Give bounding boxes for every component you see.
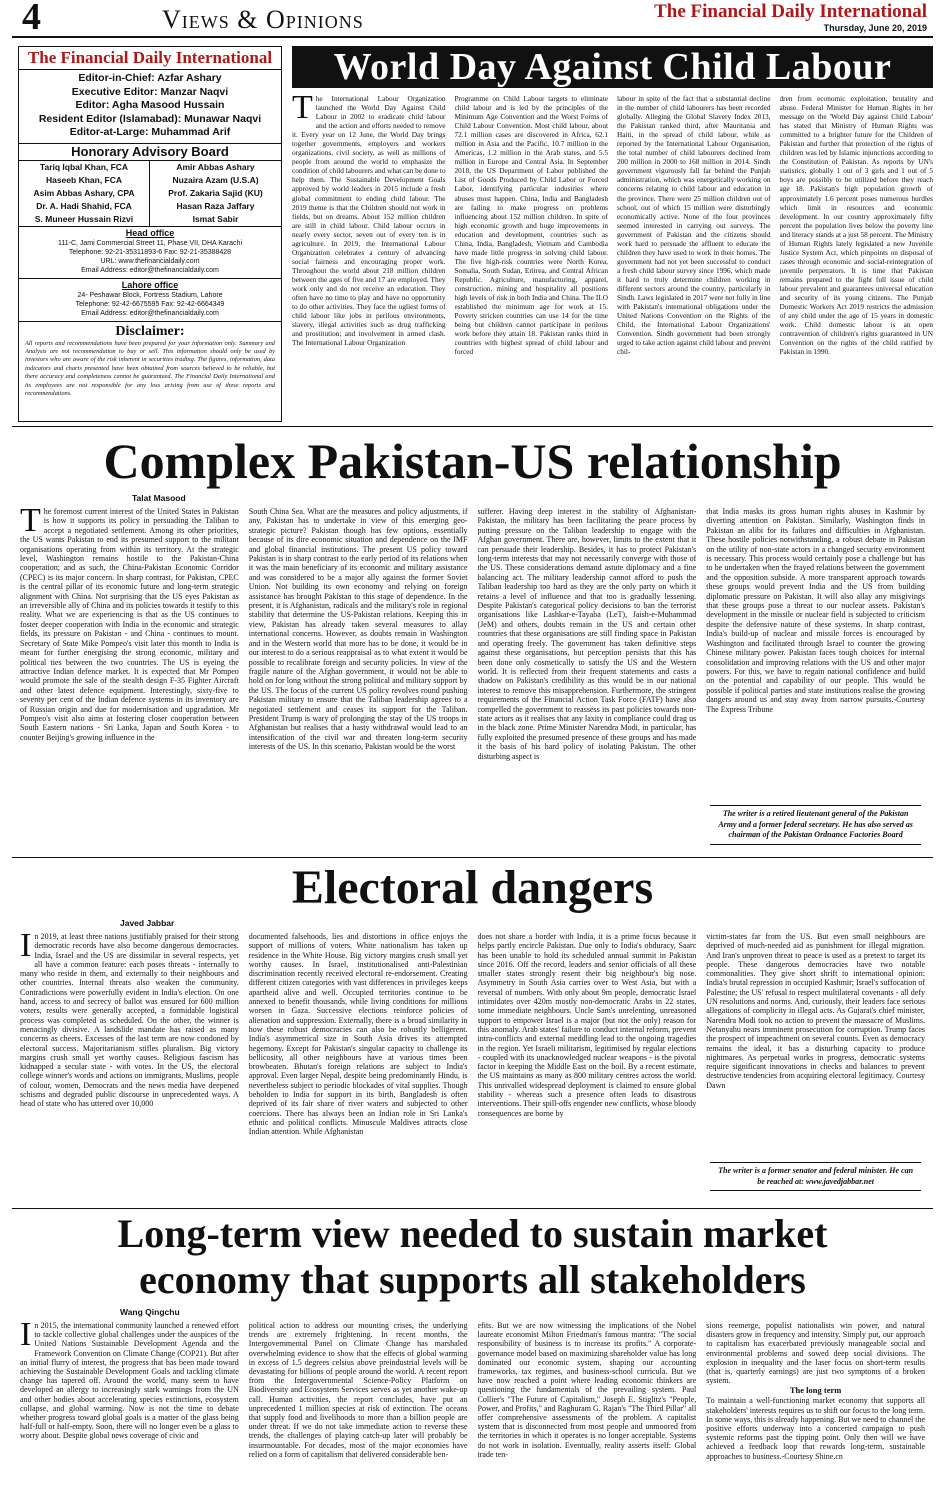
head-office-url: URL: www.thefinancialdaily.com [100, 257, 200, 265]
author-note: The writer is a former senator and federal minister. He can be reached at: www.javedjabbar.net [710, 1162, 921, 1191]
article-columns [20, 1321, 925, 1503]
board-member: Dr. A. Hadi Shahid, FCA [19, 200, 150, 213]
article-headline-line-2: economy that supports all stakeholders [139, 1257, 806, 1302]
lead-column-text: he International Labour Organization launched the World Day Against Child Labour in 2002 to eradicate child labour and the action and efforts needed to remove it. Every year on 12 June, the World Day brings together governments, employers and workers organizations, civil society, as well as millions of people from around the world to emphasize the condition of child labourers and what can be done to help them. The Sustainable Development Goals approved by world leaders in 2015 include a fresh global commitment to ending child labour. The 2019 theme is that the Children should not work in fields, but on dreams. About 152 million children are still in child labour. Child labour occurs in nearly every sector, seven out of every ten is in agriculture. In 2019, the International Labour Organization celebrates a century of advancing social fairness and encouraging proper work. Throughout the world about 218 million children between the ages of five and 17 are employed. They work only and do not receive an education. They often have no time to play and have no opportunity to do other activities. They face the ugliest forms of child labour like jobs in perilous environments, slavery, illegal activities such as drug trafficking and prostitution; and involvement in armed clash. The International Labour Organization [292, 94, 446, 348]
article-column [706, 932, 925, 1204]
article-column: sufferer. Having deep interest in the stability of Afghanistan-Pakistan, the military has been facilitating the peace process by putting pressure on the Taliban leadership to engage with the Afghan government. There are, however, limits to the extent that it can persuade their leadership. Besides, it has to protect Pakistan's long-term interests that may not necessarily converge with those of the US. These considerations demand astute diplomacy and a fine balancing act. The military leadership cannot afford to push the Taliban leadership too hard as they are the only party on which it retains a level of influence and that too is gradually lessening. Despite Pakistan's categorical policy decisions to ban the terrorist organisations like Lashkar-e-Tayaba (LeT), Jaish-e-Muhammad (JeM) and others, doubts remain in the US and certain other countries that these organisations are still finding space in Pakistan and operating freely. The government has taken definitive steps against these organisations, but perception persists that this has been done only cosmetically to satisfy the US and the Western world. It is reflected from their frequent statements and casts a shadow on Pakistan's credibility as this would be in our national interest to remove this misapprehension. Furthermore, the stringent requirements of the Financial Action Task Force (FATF) have also compelled the government to reassess its past policies towards non-state actors as it realises that any laxity in compliance could drag us in the black zone. Prime Minister Narendra Modi, in particular, has fully exploited the presumed presence of these groups and has made it the basis of his hard policy of isolating Pakistan. The other disturbing aspect is [477, 507, 697, 761]
article-column-text: sions reemerge, populist nationalists win power, and natural disasters grow in frequency and intensity. Simply put, our approach to capitalism has exacerbated previously manageable social and environmental problems and sowed deep social divisions. The explosion in inequality and the laser focus on short-term results (that is, quarterly earnings) are just two symptoms of a broken system. The long term To maintain a well-functioning market economy that supports all stakeholders' interests requires us to shift our focus to the long term. In some ways, this is already happening. But we need to channel the positive efforts underway into a concerted campaign to push systemic reforms past the tipping point. Only then will we have achieved a feedback loop that rewards long-term, sustainable approaches to business.-Courtesy Shine.cn [706, 1321, 925, 1461]
article-column [20, 507, 239, 853]
lahore-office-address: 24- Peshawar Block, Fortress Stadium, Lahore [77, 291, 223, 299]
issue-date: Thursday, June 20, 2019 [823, 23, 927, 33]
editor-in-chief: Editor-in-Chief: Azfar Ashary [78, 72, 222, 84]
lead-column: Programme on Child Labour targets to eliminate child labour and is led by the principles of the Minimum Age Convention and the Worst Forms of Child Labour Convention. Most child labour, about 72.1 million cases are discovered in Africa, 62.1 million in Asia and the Pacific, 10.7 million in the Americas, 1.2 million in the Arab states, and 5.5 million in Europe and Central Asia. In September 2018, the US Department of Labor published the List of Goods Produced by Child Labor or Forced Labor, identifying particular industries where abuses most happen. China, India and Bangladesh are failing to make progress on problems influencing about 152 million children. In spite of high economic growth and huge improvements in education and development, countries such as China, India, Bangladesh, Vietnam and Cambodia have made little progress in solving child labour. The five high-risk countries were North Korea, Somalia, South Sudan, Eritrea, and Central African Republic. Agriculture, manufacturing, apparel, construction, mining and hospitality all positions high levels of risk in both India and China. The ILO established the minimum age for work at 15. Poverty stricken countries can use 14 for the time being but children cannot participate in perilous work before they attain 18. Pakistan ranks third in countries with highest spread of child labour and forced [454, 94, 608, 357]
board-member: Hasan Raza Jaffary [176, 200, 255, 211]
article-column: documented falsehoods, lies and distortions in office enjoys the support of millions of voters. White nationalism has taken up residence in the White House. Big victory margins crush small yet worthy causes. In Israel, institutionalised anti-Palestinian discrimination recently received electoral re-endorsement. Creating different citizen categories with vast differences in privileges keeps apartheid alive and well. Occupied territories continue to be annexed to benefit thousands, while living conditions for millions worsen in Gaza. Successive elections reinforce policies of alienation and suppression. Externally, there is a broad similarity in how these robust democracies can also be robustly belligerent. India's asymmetrical size in South Asia drives its attempted hegemony. Except for Pakistan's singular capacity to challenge its bellicosity, all other neighbours have at various times been browbeaten. Bhutan's foreign relations are subject to India's approval. Even larger Nepal, despite being predominantly Hindu, is nevertheless subject to periodic blockades of vital supplies. Though beholden to India for support in its birth, Bangladesh is often deprived of its fair share of river waters and subjected to other coercions. There has always been an Indian role in Sri Lanka's ethnic and political conflicts. Minuscule Maldives attracts close Indian attention. While Afghanistan [248, 932, 468, 1137]
article-column: political action to address our mounting crises, the underlying trends are extremely frightening. In recent months, the Intergovernmental Panel on Climate Change has marshaled overwhelming evidence to show that the effects of global warming in excess of 1.5 degrees celsius above preindustrial levels will be devastating for billions of people around the world. A recent report from the Intergovernmental Science-Policy Platform on Biodiversity and Ecosystem Services serves as yet another wake-up call. Human activities, the report concludes, have put an unprecedented 1 million species at risk of extinction. The oceans that supply food and livelihoods to more than a billion people are under threat. If we do not take immediate action to reverse these trends, the challenges of playing catch-up later will probably be insurmountable. For decades, most of the major economies have relied on a form of capitalism that delivered considerable ben- [248, 1321, 468, 1459]
article-column: South China Sea. What are the measures and policy adjustments, if any, Pakistan has to undertake in view of this emerging geo-strategic picture? Pakistan though has few options, essentially because of its dire economic situation and dependence on the IMF and global financial institutions. The present US policy toward Pakistan is in sharp contrast to the early period of its relations when it was the main beneficiary of its economic and military assistance and was considered to be a major ally against the former Soviet Union. Not building its own economy and relying on foreign assistance has brought Pakistan to this stage of dependence. In the present, it is Afghanistan, radicals and the military's role in regional stability that determine the US-Pakistan relations. Keeping this in view, Pakistan has already taken several measures to allay international concerns. However, as doubts remain in Washington and in the Western world that more has to be done, it would be in our interest to do a serious reappraisal as to what extent it would be possible to recalibrate foreign and security policies. In view of the fragile nature of the Afghan government, it would not be able to hold on for long without the strong political and military support by the US. The focus of the current US policy revolves round pushing Pakistan military to ensure that the Taliban leadership agrees to a negotiated settlement and ceases its support for the Taliban. President Trump is wary of prolonging the stay of the US troops in Afghanistan but realises that a hasty withdrawal would lead to an intensification of the civil war and threaten long-term security interests of the US. In this scenario, Pakistan would be the worst [248, 507, 468, 752]
article-columns [20, 507, 925, 853]
resident-editor: Resident Editor (Islamabad): Munawar Naqvi [38, 112, 262, 125]
article-column: efits. But we are now witnessing the implications of the Nobel laureate economist Milton Friedman's famous mantra: "The social responsibility of business is to increase its profits." A corporate-governance model based on maximizing shareholder value has long dominated our economic system, shaping our accounting frameworks, tax regimes, and business-school curricula. But we have now reached a point where leading economic thinkers are questioning the fundamentals of the prevailing system. Paul Collier's "The Future of Capitalism," Joseph E. Stiglitz's "People, Power, and Profits," and Raghuram G. Rajan's "The Third Pillar" all offer comprehensive assessments of the problem. A capitalist system that is disconnected from most people and unmoored from the territories in which it operates is no longer acceptable. Systems do not work in isolation. Eventually, reality asserts itself: Global trade ten- [477, 1321, 697, 1459]
board-member: Tariq Iqbal Khan, FCA [19, 161, 150, 174]
editorial-paper-name: The Financial Daily International [19, 47, 281, 70]
article-column-text: that India masks its gross human rights abuses in Kashmir by diverting attention on Pakistan. Similarly, Washington finds in Pakistan an alibi for its failures and difficulties in Afghanistan. These hostile policies notwithstanding, a robust debate in Pakistan on the utility of non-state actors in a changed security environment is necessary. This process would certainly pose a challenge but has to be undertaken when the frayed relations between the government and the opposition subside. A more transparent approach towards these groups would prevent India and the US from building diplomatic pressure on Pakistan. It will also allay any misgivings that these groups pose a threat to our nuclear assets. Pakistan's development in the missile or nuclear field is subjected to criticism despite the defensive nature of these systems. In sharp contrast, India's build-up of nuclear and missile forces is encouraged by Washington and facilitated through Israel to counter the growing Chinese military power. Pakistan faces tough choices for internal consolidation and improving relations with the US and other major powers. For this, we have to regain national confidence and build on the potential and capability of our people. This would be possible if political parties and state institutions realise the growing dangers around us and stay away from narrow pursuits.-Courtesy The Express Tribune [706, 507, 925, 714]
lahore-office-email: Email Address: editor@thefinancialdaily.com [81, 309, 219, 317]
board-member: Amir Abbas Ashary [176, 161, 255, 172]
board-member: Haseeb Khan, FCA [19, 174, 150, 187]
executive-editor: Executive Editor: Manzar Naqvi [71, 85, 229, 98]
masthead [12, 0, 933, 38]
article-column-text: n 2019, at least three nations justifiably praised for their strong democratic records have also become dangerous democracies. India, Israel and the US are dissimilar in several respects, yet all have a common feature: each poses threats - internally to many who reside in them, and externally to their neighbours and other countries. Internal threats also weaken the community. Contradictions were powerfully evident in India's election. On one hand, access to and secrecy of ballot was ensured for 600 million voters, results were generally accepted, a formidable logistical process was completed as scheduled. On the other, the winner is menacingly divisive. A landslide mandate has raised as many concerns as cheers. Excesses of the last term are now condoned by electoral success. Majoritarianism stifles pluralism. Big victory margins crush small yet worthy causes. Religious fascism has kidnapped a secular state - with votes. In the US, the electoral college winner's words and actions on immigrants, Muslims, people of colour, women, Democrats and the news media have deepened schisms and degraded public discourse in unprecedented ways. A head of state who has uttered over 10,000 [20, 932, 239, 1109]
drop-cap: I [20, 932, 32, 964]
top-row [12, 38, 933, 427]
article-column [20, 932, 239, 1204]
article-byline: Talat Masood [132, 493, 186, 503]
page-number: 4 [22, 0, 41, 38]
head-office-email: Email Address: editor@thefinancialdaily.com [81, 266, 219, 274]
head-office-title: Head office [125, 227, 175, 238]
editor-at-large: Editor-at-Large: Muhammad Arif [69, 126, 231, 138]
article-column-text: victim-states far from the US. But even small neighbours are deprived of much-needed aid as punishment for illegal migration. And Iran's unproven threat to peace is used as a pretext to target its people. These dangerous democracies have two notable commonalities. They give short shrift to international opinion: India's brutal repression in occupied Kashmir; Israel's suffocation of Palestine; the US' refusal to respect multilateral covenants - all defy UN resolutions and norms. And, curiously, their leaders face serious allegations of complicity in illegal acts. As Gujarat's chief minister, Narendra Modi took no action to prevent the massacre of Muslims. Netanyahu nears imminent prosecution for corruption. Trump faces the prospect of impeachment on several counts. Even as democracy remains the ideal, it has a disturbing capacity to produce nightmares. As perpetual works in progress, democratic systems require significant innovations in checks and balances to prevent destructive tendencies from acquiring electoral legitimacy. Courtesy Dawn [706, 932, 925, 1090]
lead-column: labour in spite of the fact that a substantial decline in the number of child labourers has been recorded globally. Alleging the Global Slavery Index 2013, the Pakistan ranked third, after Mauritania and Haiti, in the spread of child labour, while as reported by the International Labour Organisation, the total number of child labourers declined from 200 million in 2000 to 168 million in 2014. Sindh government vigorously fall far behind the Punjab administration, which was energetically working on concerns relating to child labour and education in the province. There were 25 million children out of school, out of which 15 million were disturbingly economically active. None of the four provinces seemed interested in carrying out surveys. The government of Pakistan and the citizens should work hard to persuade the affluent to educate the children they have used to work in their homes. The government had not yet been successful to conduct a fresh child labour survey since 1996, which made it hard to truly determine children working in different sectors around the country, particularly in Sindh. Laws legislated in 2017 were not fully in line with Pakistan's international obligations under the United Nations Convention on the Rights of the Child, the International Labour Organizations' Convention. Sindh government had been strongly urged to take action against child labour and prevent chil- [617, 94, 771, 357]
editorial-box [18, 46, 282, 422]
editor: Editor: Agha Masood Hussain [75, 99, 225, 111]
article-electoral-dangers [12, 858, 933, 1209]
editor-list [19, 70, 281, 144]
article-headline: Electoral dangers [291, 861, 654, 914]
lead-columns [292, 94, 933, 420]
article-byline: Wang Qingchu [120, 1307, 180, 1317]
article-column-text: he foremost current interest of the United States in Pakistan is how it supports its policy in persuading the Taliban to accept a negotiated settlement. Among its other priorities, the US wants Pakistan to end its presumed support to the militant organisations operating from within its territory. At the strategic level, Washington remains hostile to the Pakistan-China cooperation; and as such, the China-Pakistan Economic Corridor (CPEC) is its major concern. In sharp contrast, for Pakistan, CPEC is the central pillar of its economic future and long-term strategic alignment with China. Not surprising that the US eyes Pakistan as an irreversible ally of China and its policies towards it testify to this reality. What we are experiencing is that as the US continues to foster deeper cooperation with India in the economic and strategic fields, its pressure on Pakistan - and China - continues to mount. Secretary of State Mike Pompeo's visit later this month to India is meant for further energising the strong economic, military and political ties between the two countries. The US is eyeing the attractive Indian defence market. It is expected that Mr Pompeo would promote the sale of the stealth design F-35 Fighter Aircraft and other latest defence equipment. Interestingly, sixty-five to seventy per cent of the Indian defence systems in its inventory are of Russian origin and due for modernisation and upgradation. Mr Pompeo's visit also aims at fostering closer cooperation between South Eastern nations - Sri Lanka, Japan and South Korea - to counter Beijing's growing influence in the [20, 507, 239, 742]
article-column [706, 507, 925, 853]
board-member: S. Muneer Hussain Rizvi [19, 213, 150, 226]
drop-cap: T [292, 94, 313, 126]
article-headline: Complex Pakistan-US relationship [103, 433, 842, 489]
article-columns [20, 932, 925, 1204]
lahore-office-phone: Telephone: 92-42-6675595 Fax: 92-42-6664349 [75, 300, 225, 308]
board-member: Nuzaira Azam (U.S.A) [172, 174, 259, 185]
subhead: The long term [789, 1385, 842, 1396]
section-title: Views & Opinions [162, 5, 364, 34]
head-office-address: 111-C, Jami Commercial Street 11, Phase VII, DHA Karachi [57, 239, 242, 247]
drop-cap: T [20, 507, 41, 539]
author-note: The writer is a retired lieutenant general of the Pakistan Army and a former federal secretary. He has also served as chairman of the Pakistan Ordnance Factories Board [710, 805, 921, 845]
disclaimer-title: Disclaimer: [115, 323, 185, 339]
article-pakistan-us [12, 427, 933, 858]
lead-article [292, 46, 933, 422]
article-column [20, 1321, 239, 1503]
advisory-board-title: Honorary Advisory Board [19, 144, 281, 161]
head-office [19, 227, 281, 279]
board-member: Ismat Sabir [192, 213, 239, 224]
article-byline: Javed Jabbar [120, 918, 175, 928]
lead-headline: World Day Against Child Labour [292, 46, 933, 88]
lahore-office-title: Lahore office [121, 279, 179, 290]
advisory-board [19, 161, 281, 227]
board-member: Asim Abbas Ashary, CPA [19, 187, 150, 200]
drop-cap: I [20, 1321, 32, 1353]
article-market-economy [12, 1209, 933, 1509]
lead-column: dren from economic exploitation, brutality and abuse. Federal Minister for Human Rights in her message on the 'World Day against Child Labour' has stated that Ministry of Human Rights was committed to a brighter future for the Children of Pakistan and further that protection of the rights of children was led by Islamic injunctions according to the Constitution of Pakistan. As reports by UN's statistics, globally 1 out of 3 girls and 1 out of 5 boys are possibly to be utilized before they reach age 18. Pakistan's high population growth of approximately 1.6 percent poses numerous hurdles which limit in resources and economic development. In our country approximately fifty percent the population lives below the poverty line and literacy stands at a just 58 percent. The Ministry of Human Rights lately legislated a new Juvenile Justice System Act, which pinpoints on disposal of cases through economic and social-reintegration of juvenile perpetrators. It is time that Pakistan remains prepared to the fight full issue of child labour prevalent and guarantees universal education and security of its young citizens. The Punjab Domestic Workers Act 2019 restricts the admission of any child under the age of 15 years in domestic work. Child domestic labour is an open contravention of children's rights guaranteed in UN Convention on the rights of the child ratified by Pakistan in 1990. [779, 94, 933, 357]
board-member: Prof. Zakaria Sajid (KU) [168, 187, 263, 198]
lahore-office [19, 279, 281, 322]
article-headline-line-1: Long-term view needed to sustain market [117, 1211, 828, 1256]
head-office-phone: Telephone: 92-21-35311893-6 Fax: 92-21-35388428 [68, 248, 232, 256]
article-column [706, 1321, 925, 1503]
paper-name: The Financial Daily International [654, 1, 927, 22]
lead-column [292, 94, 446, 420]
article-column: does not share a border with India, it is a prime focus because it helps partly encircle Pakistan. Due only to India's obduracy, Saarc has been unable to hold its scheduled annual summit in Pakistan since 2016. Off the record, leaders and senior officials of all these smaller states strongly resent their big neighbour's big nose. Asymmetry in South Asia carries over to West Asia, but with a reversal of numbers. With only about 9m people, democratic Israel intimidates over 420m mostly non-democratic Arabs in 22 states, some immediate neighbours. Uncle Sam's unrelenting, unreasoned support to empower Israel is a major (but not the only) reason for this anomaly. Arab states' failure to conduct internal reform, prevent intra-conflicts and external meddling lead to the ongoing tragedies in the region. Yet Israeli militarism, legitimised by regular elections - coupled with its unacknowledged nuclear weapons - is the pivotal factor in keeping the Middle East on the boil. By a recent estimate, the US maintains as many as 800 military centres across the world. This unrivalled widespread deployment is claimed to ensure global stability - whereas such a presence often leads to disastrous interventions. Their spill-offs engender new conflicts, whose bloody consequences are borne by [477, 932, 697, 1118]
article-column-text: n 2015, the international community launched a renewed effort to tackle collective global challenges under the auspices of the United Nations Sustainable Development Agenda and the Framework Convention on Climate Change (COP21). But after an initial flurry of interest, the progress that has been made toward achieving the Sustainable Development Goals and tackling climate change has tapered off. Around the world, many seem to have developed an allergy to increasingly stark warnings from the UN and other bodies about accelerating species extinctions, ecosystem collapse, and global warming. Now is not the time to debate whether progress toward global goals is a matter of the glass being half-full or half-empty. Soon, there will no longer even be a glass to worry about. Despite global news coverage of civic and [20, 1321, 239, 1441]
disclaimer-text: All reports and recommendations have been prepared for your information only. Summary and Analysis are not recommendation to buy or sell. This information should only be used by investors who are aware of the risk inherent in securities trading. The figures, information, data indicators and charts presented have been obtained from sources believed to be reliable, but there accuracy and completeness cannot be guaranteed. The Financial Daily International and its employees are not responsible for any loss arising from use of these reports and recommendations. [25, 339, 275, 397]
